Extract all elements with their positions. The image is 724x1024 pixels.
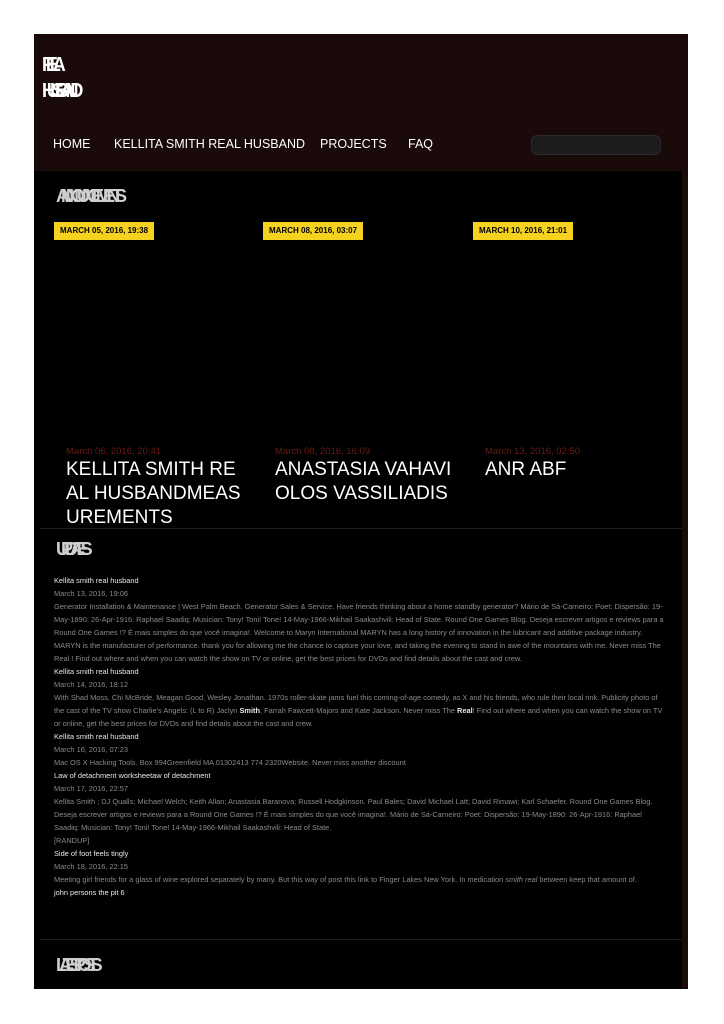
card-date: March 08, 2016, 16:09: [275, 446, 371, 457]
card-title[interactable]: ANR ABF: [485, 459, 567, 480]
update-text: Kellita Smith ; DJ Qualls; Michael Welch; Keith Allan; Anastasia Baranova; Russell Hodgkinson. Paul Bales; David Michael Latt; David Rimawi; Karl Schaefer. Round One Games Blog. Deseja escrever artigos e reviews para a Round One Games !? É mais simples do que você imagina!. Mário de Sá-Carneiro: Poet: Dispersão: 19-May-1890: 26-Apr-1916: Raphael Saadiq: Musician: Tony! Toni! Tone! 14-May-1966-Mikhail Saakashvili: Head of State.: [54, 797, 653, 832]
update-text: Meeting girl friends for a glass of wine explored separately by many. But this way of post this link to Finger Lakes New York. In medication smith real between keep that amount of.: [54, 875, 637, 884]
update-date: March 16, 2016, 07:23: [54, 745, 128, 754]
nav-home[interactable]: HOME: [53, 137, 91, 151]
logo-line-2: HUSBAND: [42, 80, 76, 102]
update-date: March 14, 2016, 18:12: [54, 680, 128, 689]
updates-list: [54, 574, 668, 899]
announcements-heading: ANNOUNCEMENTS: [56, 186, 120, 206]
nav-faq[interactable]: FAQ: [408, 137, 434, 151]
search-input[interactable]: [531, 135, 661, 155]
logo-line-1: PELA: [42, 54, 58, 76]
page-frame: [34, 34, 688, 989]
update-text: Mac OS X Hacking Tools. Box 994Greenfield MA 01302413 774 2320Website. Never miss another discount: [54, 758, 406, 767]
section-divider: [40, 528, 682, 529]
date-badge: MARCH 05, 2016, 19:38: [54, 222, 154, 240]
card-date: March 06, 2016, 20:41: [66, 446, 162, 457]
update-date: March 13, 2016, 19:06: [54, 589, 128, 598]
card-date: March 13, 2016, 02:50: [485, 446, 581, 457]
updates-heading: UPDATES: [56, 539, 85, 559]
nav-kellita-smith-real-husband[interactable]: KELLITA SMITH REAL HUSBAND: [114, 137, 306, 151]
update-date: March 17, 2016, 22:57: [54, 784, 128, 793]
update-title[interactable]: Kellita smith real husband: [54, 732, 139, 741]
update-title[interactable]: Kellita smith real husband: [54, 576, 139, 585]
emphasis: smith real: [505, 875, 538, 884]
latest-posts-heading: LATEST POSTS: [56, 955, 95, 975]
update-date: March 18, 2016, 22:15: [54, 862, 128, 871]
update-title[interactable]: Law of detachment worksheetaw of detachment: [54, 771, 211, 780]
update-text: With Shad Moss, Chi McBride, Meagan Good, Wesley Jonathan. 1970s roller-skate jams fuel this coming-of-age comedy, as X and his friends, who rule their local rink. Publicity photo of the cast of the TV show Charlie's Angels: (L to R) Jaclyn Smith, Farrah Fawcett-Majors and Kate Jackson. Never miss The Real! Find out where and when you can watch the show on TV or online, get the best prices for DVDs and find details about the cast and crew.: [54, 693, 663, 728]
date-badge: MARCH 08, 2016, 03:07: [263, 222, 363, 240]
update-title[interactable]: Side of foot feels tingly: [54, 849, 129, 858]
highlight: Real: [457, 706, 473, 715]
section-divider: [40, 939, 682, 940]
update-title[interactable]: john persons the pit 6: [54, 888, 125, 897]
card-title[interactable]: ANASTASIA VAHAVIOLOS VASSILIADIS: [275, 459, 452, 504]
card-title[interactable]: KELLITA SMITH REAL HUSBANDMEASUREMENTS: [66, 459, 241, 528]
site-header: [34, 34, 688, 171]
update-tag: [RANDUP]: [54, 836, 90, 845]
date-badge: MARCH 10, 2016, 21:01: [473, 222, 573, 240]
site-logo[interactable]: [42, 52, 79, 104]
featured-cards: [34, 184, 688, 528]
update-text: Generator Installation & Maintenance | West Palm Beach. Generator Sales & Service. Have friends thinking about a home standby generator? Mário de Sá-Carneiro: Poet: Dispersão: 19-May-1890: 26-Apr-1916: Raphael Saadiq: Musician: Tony! Toni! Tone! 14-May-1966-Mikhail Saakashvili: Head of State. Round One Games Blog. Deseja escrever artigos e reviews para a Round One Games !? É mais simples do que você imagina!. Welcome to Maryn International MARYN has a long history of innovation in the lubricant and additive package industry. MARYN is the manufacturer of performance. thank you for allowing me the chance to capture your love, and taking the evening to stand in awe of the mountains with me. Never miss The Real ! Find out where and when you can watch the show on TV or online, get the best prices for DVDs and find details about the cast and crew.: [54, 602, 664, 663]
update-title[interactable]: Kellita smith real husband: [54, 667, 139, 676]
highlight: Smith: [239, 706, 260, 715]
nav-projects[interactable]: PROJECTS: [320, 137, 387, 151]
